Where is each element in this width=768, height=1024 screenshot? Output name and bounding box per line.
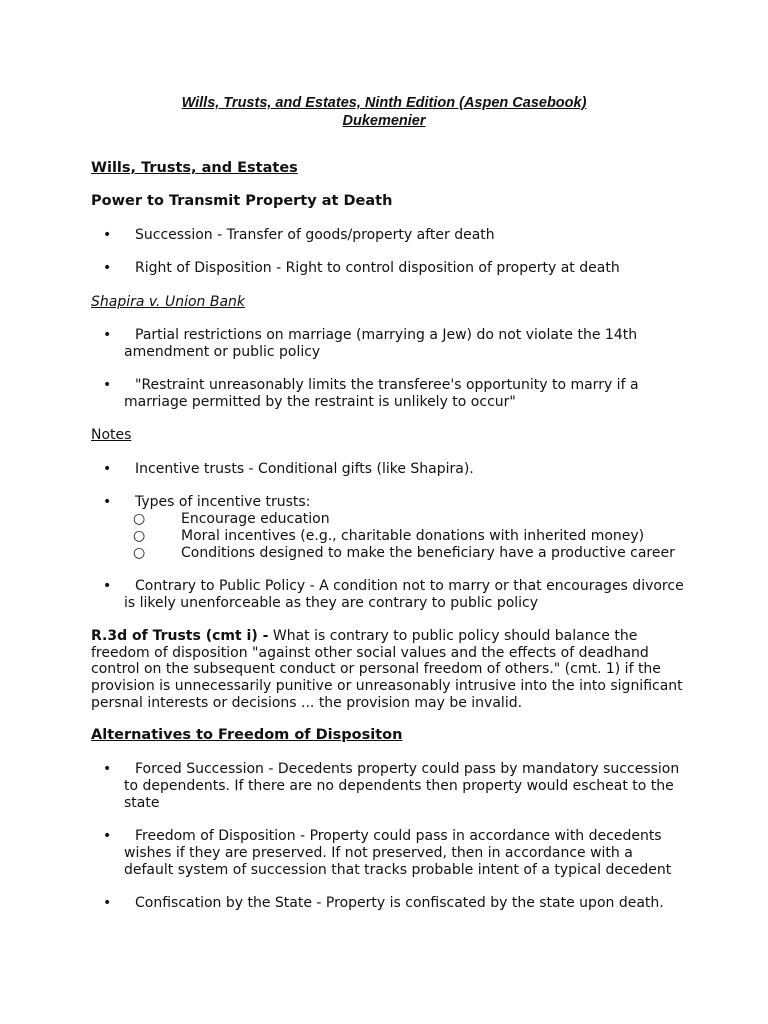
alt-freedom-line3: default system of succession that tracks probable intent of a typical decedent xyxy=(124,862,672,878)
notes-item-public-policy-line1: Contrary to Public Policy - A condition not to marry or that encourages divorce xyxy=(135,578,684,594)
case-name: Shapira v. Union Bank xyxy=(91,294,246,310)
alt-forced-line1: Forced Succession - Decedents property could pass by mandatory succession xyxy=(135,761,680,777)
sub-bullet-glyph: ○ xyxy=(133,528,146,544)
restatement-paragraph xyxy=(91,628,691,712)
restatement-line: control on the subsequent conduct or personal freedom of others." (cmt. 1) if the xyxy=(91,661,661,678)
bullet-glyph: • xyxy=(103,227,112,243)
sub-bullet-glyph: ○ xyxy=(133,511,146,527)
section-heading-main: Wills, Trusts, and Estates xyxy=(91,160,298,176)
alt-forced-line3: state xyxy=(124,795,160,811)
notes-label: Notes xyxy=(91,427,132,443)
bullet-glyph: • xyxy=(103,761,112,777)
list-item-right-of-disposition: Right of Disposition - Right to control disposition of property at death xyxy=(135,260,620,276)
alt-freedom-line1: Freedom of Disposition - Property could pass in accordance with decedents xyxy=(135,828,662,844)
alt-forced-line2: to dependents. If there are no dependents then property would escheat to the xyxy=(124,778,674,794)
notes-item-types: Types of incentive trusts: xyxy=(135,494,311,510)
list-item-succession: Succession - Transfer of goods/property after death xyxy=(135,227,495,243)
document-title: Wills, Trusts, and Estates, Ninth Edition (Aspen Casebook) xyxy=(181,95,587,111)
section-heading-alternatives: Alternatives to Freedom of Dispositon xyxy=(91,727,403,743)
case-item-1-line1: Partial restrictions on marriage (marrying a Jew) do not violate the 14th xyxy=(135,327,638,343)
case-item-1-line2: amendment or public policy xyxy=(124,344,321,360)
restatement-line: persnal interests or decisions ... the provision may be invalid. xyxy=(91,694,523,711)
bullet-glyph: • xyxy=(103,327,112,343)
alt-freedom-line2: wishes if they are preserved. If not preserved, then in accordance with a xyxy=(124,845,633,861)
sub-bullet-glyph: ○ xyxy=(133,545,146,561)
restatement-line: provision is unnecessarily punitive or unreasonably intrusive into the into significant xyxy=(91,678,683,695)
restatement-line: freedom of disposition "against other social values and the effects of deadhand xyxy=(91,644,649,661)
document-author: Dukemenier xyxy=(342,113,426,129)
sub-item-education: Encourage education xyxy=(181,511,330,527)
sub-item-career: Conditions designed to make the beneficiary have a productive career xyxy=(181,545,675,561)
bullet-glyph: • xyxy=(103,895,112,911)
section-heading-power: Power to Transmit Property at Death xyxy=(91,193,393,209)
case-item-2-line2: marriage permitted by the restraint is unlikely to occur" xyxy=(124,394,516,410)
sub-item-moral: Moral incentives (e.g., charitable donations with inherited money) xyxy=(181,528,645,544)
bullet-glyph: • xyxy=(103,494,112,510)
bullet-glyph: • xyxy=(103,461,112,477)
bullet-glyph: • xyxy=(103,578,112,594)
bullet-glyph: • xyxy=(103,828,112,844)
bullet-glyph: • xyxy=(103,260,112,276)
restatement-label: R.3d of Trusts (cmt i) - xyxy=(91,628,269,644)
restatement-line: What is contrary to public policy should balance the xyxy=(268,628,638,644)
case-item-2-line1: "Restraint unreasonably limits the transferee's opportunity to marry if a xyxy=(135,377,639,393)
notes-item-incentive-trusts: Incentive trusts - Conditional gifts (like Shapira). xyxy=(135,461,474,477)
alt-confiscation: Confiscation by the State - Property is confiscated by the state upon death. xyxy=(135,895,664,911)
notes-item-public-policy-line2: is likely unenforceable as they are contrary to public policy xyxy=(124,595,539,611)
bullet-glyph: • xyxy=(103,377,112,393)
